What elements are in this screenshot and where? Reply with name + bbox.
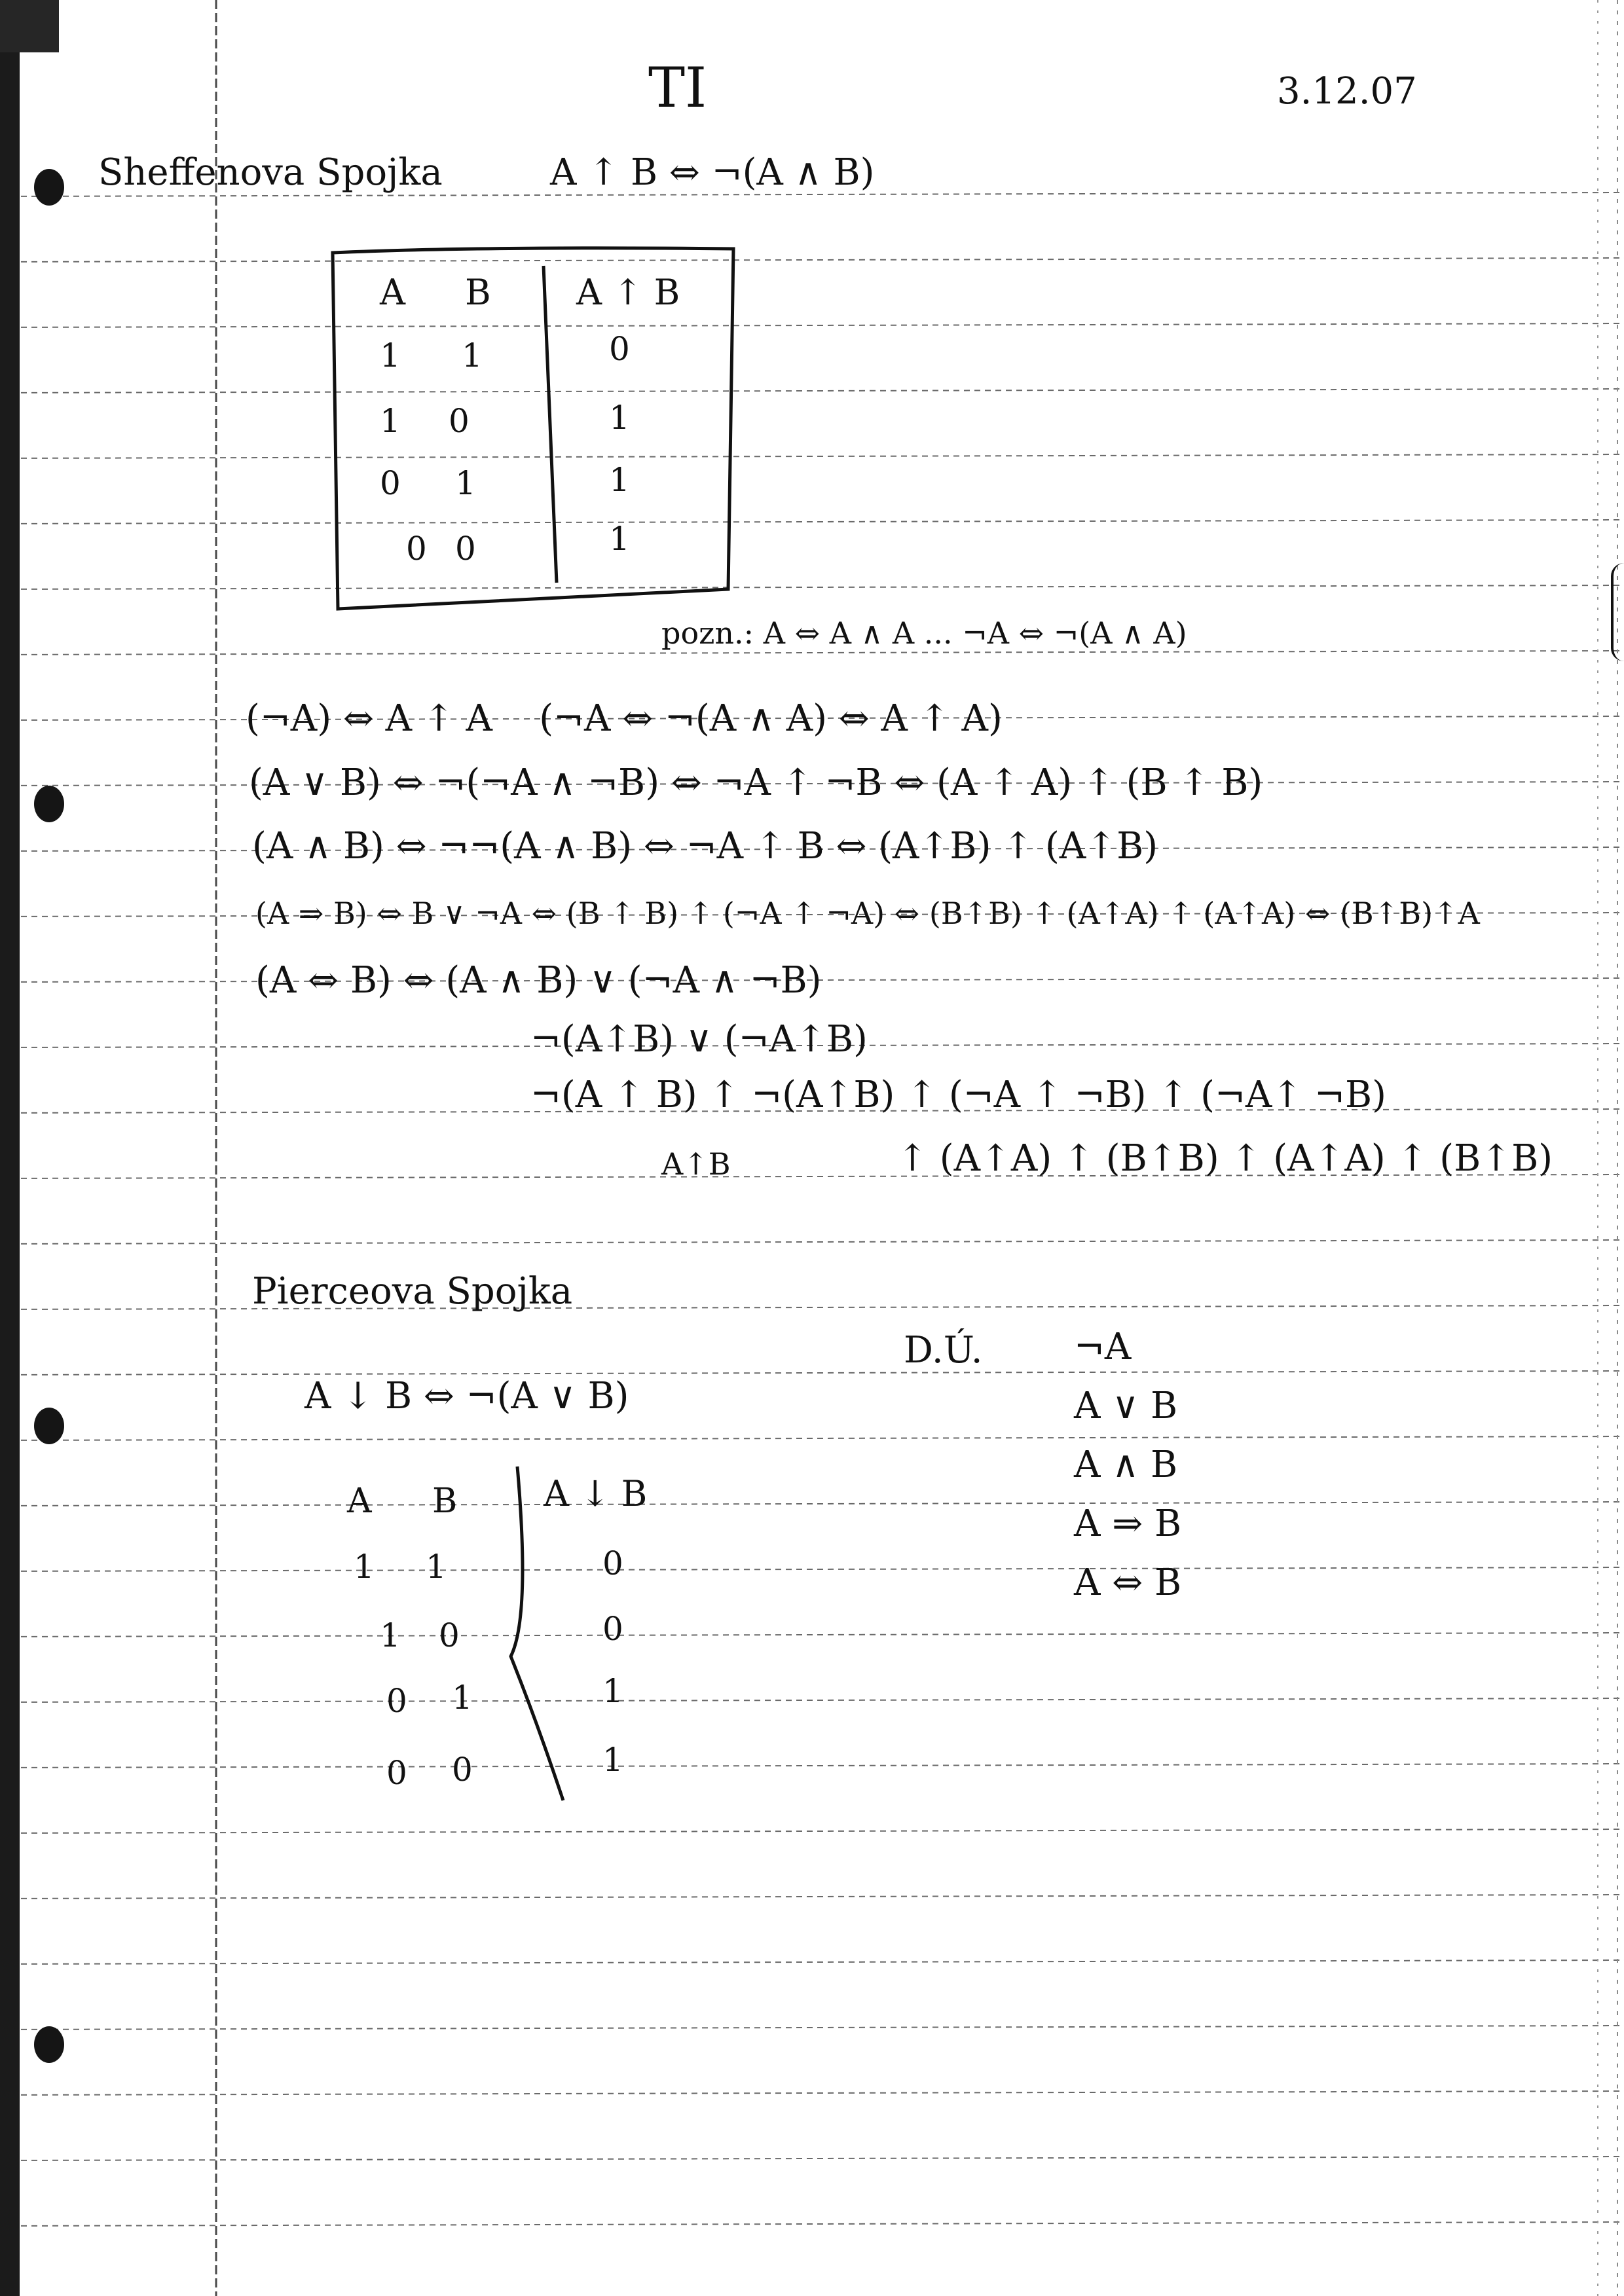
peirce-table-cell: 1 [426, 1548, 447, 1586]
peirce-definition: A ↓ B ⇔ ¬(A ∨ B) [304, 1375, 629, 1417]
punch-hole [34, 169, 64, 206]
punch-hole [34, 2026, 64, 2063]
peirce-table-cell: 0 [386, 1682, 407, 1720]
ruled-line [0, 1240, 1624, 1244]
sheffer-table-cell: 1 [609, 399, 630, 437]
scan-edge-shadow [0, 0, 20, 2296]
sheffer-table-header-a: A [380, 272, 405, 313]
peirce-table-cell: 1 [380, 1616, 401, 1654]
sheffer-table-header-b: B [465, 272, 491, 313]
derivation-equivalence-step3: ¬(A ↑ B) ↑ ¬(A↑B) ↑ (¬A ↑ ¬B) ↑ (¬A↑ ¬B) [530, 1074, 1386, 1116]
derivation-equivalence: (A ⇔ B) ⇔ (A ∧ B) ∨ (¬A ∧ ¬B) [255, 959, 822, 1002]
sheffer-table-cell: 0 [609, 330, 630, 368]
sheffer-table-cell: 1 [462, 337, 483, 374]
scan-corner-shadow [0, 0, 59, 52]
ruled-line [0, 323, 1624, 327]
derivation-and: (A ∧ B) ⇔ ¬¬(A ∧ B) ⇔ ¬A ↑ B ⇔ (A↑B) ↑ (A↑B) [252, 825, 1158, 867]
ruled-line [0, 520, 1624, 524]
peirce-table-cell: 0 [602, 1544, 623, 1582]
sheffer-table-cell: 1 [609, 461, 630, 499]
derivation-equivalence-step4: ↑ (A↑A) ↑ (B↑B) ↑ (A↑A) ↑ (B↑B) [897, 1137, 1553, 1180]
peirce-table-cell: 1 [354, 1548, 375, 1586]
sheffer-table-cell: 0 [406, 530, 427, 568]
ruled-line [0, 1960, 1624, 1964]
peirce-table-cell: 1 [602, 1672, 623, 1710]
punch-hole [34, 1408, 64, 1444]
peirce-table-cell: 0 [602, 1610, 623, 1648]
ruled-line [0, 1633, 1624, 1637]
sheffer-table-cell: 0 [449, 402, 470, 440]
derivation-equivalence-sub: A↑B [661, 1146, 731, 1182]
derivation-or: (A ∨ B) ⇔ ¬(¬A ∧ ¬B) ⇔ ¬A ↑ ¬B ⇔ (A ↑ A) ↑ (B ↑ B) [249, 761, 1263, 804]
ruled-line [0, 1895, 1624, 1899]
ruled-line [0, 258, 1624, 262]
ruled-line [0, 1371, 1624, 1375]
peirce-table-header-result: A ↓ B [544, 1473, 648, 1514]
sheffer-note: pozn.: A ⇔ A ∧ A ... ¬A ⇔ ¬(A ∧ A) [661, 615, 1187, 651]
peirce-table-cell: 1 [452, 1679, 473, 1717]
sheffer-table-cell: 1 [455, 464, 476, 502]
sheffer-definition: A ↑ B ⇔ ¬(A ∧ B) [550, 151, 875, 194]
ruled-line [0, 1698, 1624, 1702]
ruled-line [0, 1764, 1624, 1768]
ruled-line [0, 1305, 1624, 1309]
sheffer-table-cell: 1 [380, 337, 401, 374]
peirce-heading: Pierceova Spojka [252, 1270, 573, 1313]
peirce-table-header-a: A [347, 1482, 372, 1521]
homework-item: A ⇒ B [1074, 1503, 1182, 1545]
derivation-equivalence-step2: ¬(A↑B) ∨ (¬A↑B) [530, 1018, 868, 1061]
homework-item: A ∧ B [1074, 1444, 1178, 1486]
peirce-table-cell: 0 [452, 1751, 473, 1789]
ruled-line [0, 2091, 1624, 2095]
homework-item: ¬A [1074, 1326, 1132, 1368]
margin-bracket [1611, 563, 1624, 661]
peirce-table-cell: 1 [602, 1741, 623, 1779]
ruled-line [0, 585, 1624, 589]
ruled-line [0, 1829, 1624, 1833]
peirce-truth-table [314, 1460, 720, 1813]
sheffer-table-cell: 1 [609, 520, 630, 558]
page-title: TI [648, 56, 707, 120]
ruled-line [0, 389, 1624, 393]
punch-hole [34, 786, 64, 822]
homework-item: A ∨ B [1074, 1385, 1178, 1427]
ruled-line [0, 1567, 1624, 1571]
ruled-line [0, 454, 1624, 458]
ruled-line [0, 651, 1624, 655]
page-date: 3.12.07 [1277, 70, 1417, 113]
ruled-line [0, 2222, 1624, 2226]
peirce-table-cell: 0 [386, 1754, 407, 1792]
peirce-table-cell: 0 [439, 1616, 460, 1654]
sheffer-truth-table [327, 242, 747, 622]
ruled-line [0, 2026, 1624, 2030]
homework-item: A ⇔ B [1074, 1561, 1182, 1604]
sheffer-table-cell: 0 [380, 464, 401, 502]
peirce-table-header-b: B [432, 1482, 458, 1521]
ruled-line [0, 1436, 1624, 1440]
ruled-line [0, 2157, 1624, 2160]
derivation-implication: (A ⇒ B) ⇔ B ∨ ¬A ⇔ (B ↑ B) ↑ (¬A ↑ ¬A) ⇔ (B↑B) ↑ (A↑A) ↑ (A↑A) ⇔ (B↑B)↑A [255, 896, 1480, 931]
sheffer-table-header-result: A ↑ B [576, 272, 680, 313]
sheffer-heading: Sheffenova Spojka [98, 151, 443, 194]
ruled-line [0, 1502, 1624, 1506]
sheffer-table-cell: 1 [380, 402, 401, 440]
derivation-not: (¬A) ⇔ A ↑ A (¬A ⇔ ¬(A ∧ A) ⇔ A ↑ A) [246, 697, 1003, 740]
homework-label: D.Ú. [904, 1329, 983, 1372]
sheffer-table-cell: 0 [455, 530, 476, 568]
